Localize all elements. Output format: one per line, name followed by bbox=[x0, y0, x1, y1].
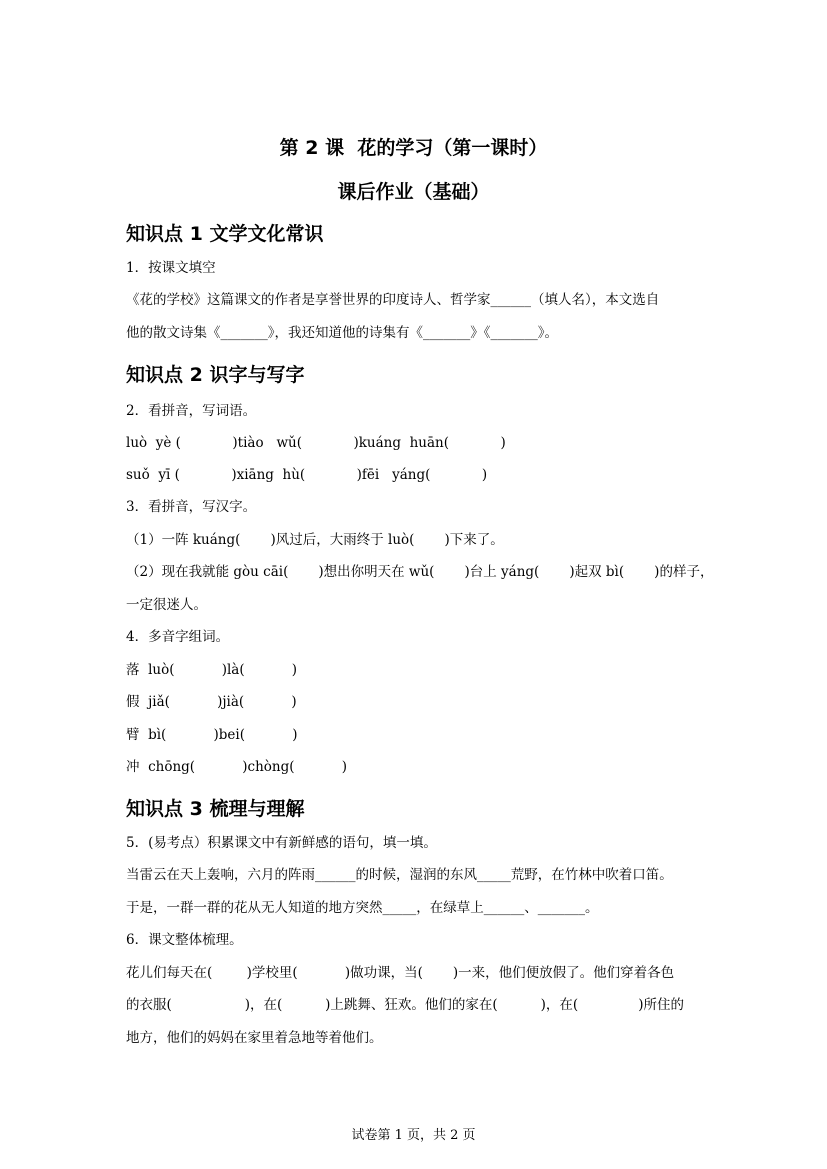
question-6: 6．课文整体梳理。 bbox=[126, 932, 243, 948]
pinyin-line: luò yè ( )tiào wǔ( )kuáng huān( ) bbox=[126, 435, 506, 451]
polyphone-line: 假 jiǎ( )jià( ) bbox=[126, 694, 297, 710]
question-3-item: （1）一阵 kuáng( )风过后，大雨终于 luò( )下来了。 bbox=[126, 532, 504, 548]
section-heading: 知识点 2 识字与写字 bbox=[126, 364, 305, 386]
question-5-text: 当雷云在天上轰响，六月的阵雨______的时候，湿润的东风_____荒野，在竹林中吹着口笛。 bbox=[126, 867, 673, 883]
question-6-text: 地方，他们的妈妈在家里着急地等着他们。 bbox=[126, 1030, 383, 1046]
polyphone-line: 臂 bì( )bei( ) bbox=[126, 727, 298, 743]
question-1-text: 《花的学校》这篇课文的作者是享誉世界的印度诗人、哲学家______（填人名），本文选自 bbox=[126, 292, 660, 308]
question-1: 1．按课文填空 bbox=[126, 260, 216, 276]
polyphone-line: 落 luò( )là( ) bbox=[126, 662, 298, 678]
question-3-item: （2）现在我就能 gòu cāi( )想出你明天在 wǔ( )台上 yáng( )起双 bì( )的样子， bbox=[126, 564, 714, 580]
question-3-item: 一定很迷人。 bbox=[126, 597, 207, 613]
section-heading: 知识点 3 梳理与理解 bbox=[126, 798, 305, 820]
question-3: 3．看拼音，写汉字。 bbox=[126, 499, 257, 515]
pinyin-line: suǒ yī ( )xiāng hù( )fēi yáng( ) bbox=[126, 467, 488, 483]
question-5-text: 于是，一群一群的花从无人知道的地方突然_____，在绿草上______、_______。 bbox=[126, 900, 599, 916]
page-title: 第 2 课 花的学习（第一课时） bbox=[279, 137, 548, 159]
page-subtitle: 课后作业（基础） bbox=[337, 181, 490, 203]
question-4: 4．多音字组词。 bbox=[126, 629, 230, 645]
question-5: 5．(易考点）积累课文中有新鲜感的语句，填一填。 bbox=[126, 835, 437, 851]
question-6-text: 的衣服( )，在( )上跳舞、狂欢。他们的家在( )，在( )所住的 bbox=[126, 997, 684, 1013]
question-6-text: 花儿们每天在( )学校里( )做功课，当( )一来，他们便放假了。他们穿着各色 bbox=[126, 965, 675, 981]
page-footer: 试卷第 1 页，共 2 页 bbox=[351, 1128, 476, 1143]
question-1-text: 他的散文诗集《_______》，我还知道他的诗集有《_______》《_______》。 bbox=[126, 325, 558, 341]
section-heading: 知识点 1 文学文化常识 bbox=[126, 223, 324, 245]
polyphone-line: 冲 chōng( )chòng( ) bbox=[126, 759, 347, 775]
question-2: 2．看拼音，写词语。 bbox=[126, 403, 257, 419]
